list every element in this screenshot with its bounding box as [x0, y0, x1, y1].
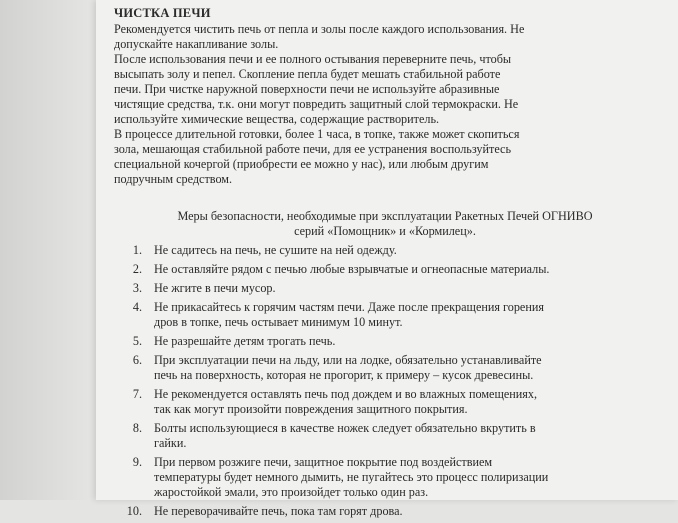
list-item-number: 1. [132, 243, 142, 257]
list-item-text: Не прикасайтесь к горячим частям печи. Даже после прекращения горения дров в топке, печь остывает минимум 10 минут. [154, 300, 544, 329]
list-item-number: 10. [126, 504, 142, 518]
paragraph-long-cooking: В процессе длительной готовки, более 1 часа, в топке, также может скопиться зола, мешающая стабильной работе печи, для ее устранения воспользуйтесь специальной кочергой (приобрести ее можно у нас), или любым другим подручным средством. [114, 127, 520, 186]
list-item-text: Не жгите в печи мусор. [154, 281, 276, 295]
list-item [114, 421, 656, 451]
safety-heading: Меры безопасности, необходимые при эксплуатации Ракетных Печей ОГНИВО серий «Помощник» и «Кормилец». [177, 209, 593, 238]
list-item-number: 8. [132, 421, 142, 435]
list-item [114, 243, 656, 258]
list-item [114, 455, 656, 500]
document-sheet [96, 0, 678, 518]
list-item [114, 387, 656, 417]
safety-rules-list [114, 243, 656, 519]
list-item-number: 9. [132, 455, 142, 469]
list-item [114, 262, 656, 277]
list-item-text: Не рекомендуется оставлять печь под дождем и во влажных помещениях, так как могут произойти повреждения защитного покрытия. [154, 387, 538, 416]
list-item-number: 6. [132, 353, 142, 367]
list-item [114, 281, 656, 296]
list-item-text: Не оставляйте рядом с печью любые взрывчатые и огнеопасные материалы. [154, 262, 550, 276]
list-item-number: 2. [132, 262, 142, 276]
list-item-number: 4. [132, 300, 142, 314]
list-item-number: 5. [132, 334, 142, 348]
paragraph-cleaning-intro: Рекомендуется чистить печь от пепла и золы после каждого использования. Не допускайте накапливание золы. [114, 22, 525, 51]
list-item-text: Болты использующиеся в качестве ножек следует обязательно вкрутить в гайки. [154, 421, 536, 450]
paragraph-after-use: После использования печи и ее полного остывания переверните печь, чтобы высыпать золу и пепел. Скопление пепла будет мешать стабильной работе печи. При чистке наружной поверхности печи не используйте абразивные чистящие средства, т.к. они могут повредить защитный слой термокраски. Не используйте химические вещества, содержащие растворитель. [114, 52, 519, 126]
list-item-text: Не разрешайте детям трогать печь. [154, 334, 336, 348]
section-title: ЧИСТКА ПЕЧИ [114, 6, 211, 20]
document-content [114, 6, 656, 523]
list-item-text: Не садитесь на печь, не сушите на ней одежду. [154, 243, 397, 257]
list-item [114, 334, 656, 349]
list-item [114, 353, 656, 383]
list-item [114, 504, 656, 519]
list-item-number: 3. [132, 281, 142, 295]
page-shadow [0, 0, 90, 500]
list-item [114, 300, 656, 330]
list-item-text: Не переворачивайте печь, пока там горят дрова. [154, 504, 403, 518]
list-item-text: При эксплуатации печи на льду, или на лодке, обязательно устанавливайте печь на поверхность, которая не прогорит, к примеру – кусок древесины. [154, 353, 542, 382]
list-item-text: При первом розжиге печи, защитное покрытие под воздействием температуры будет немного дымить, не пугайтесь это процесс полиризации жаростойкой эмали, это произойдет только один раз. [154, 455, 549, 499]
list-item-number: 7. [132, 387, 142, 401]
